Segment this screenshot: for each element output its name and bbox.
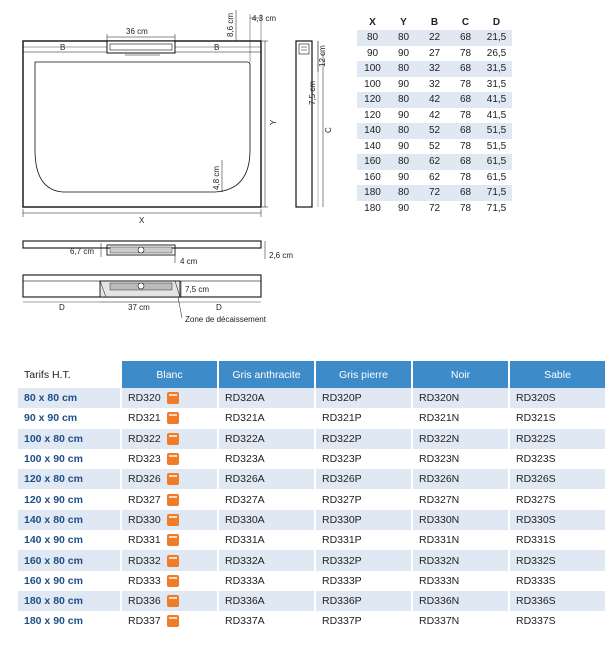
product-ref-cell: RD326N — [411, 469, 508, 489]
dim-cell: 90 — [388, 46, 419, 62]
dim-cell: 100 — [357, 61, 388, 77]
tray-outline — [23, 41, 261, 207]
drain-channel — [107, 41, 175, 53]
dim-row — [357, 77, 512, 93]
label-7-5cm-side: 7,5 cm — [308, 80, 317, 105]
product-ref-cell: RD323A — [217, 449, 314, 469]
product-ref: RD327 — [128, 493, 161, 506]
dim-cell: 71,5 — [481, 201, 512, 217]
product-ref-cell: RD332P — [314, 550, 411, 570]
product-ref: RD326 — [128, 473, 161, 486]
size-label: 160 x 80 cm — [18, 550, 120, 570]
product-ref-cell: RD336N — [411, 591, 508, 611]
product-ref-cell: RD321N — [411, 408, 508, 428]
price-row — [18, 388, 605, 408]
product-ref-cell: RD331A — [217, 530, 314, 550]
label-36cm: 36 cm — [126, 27, 148, 36]
dim-cell: 78 — [450, 170, 481, 186]
product-ref: RD331 — [128, 534, 161, 547]
dim-cell: 31,5 — [481, 77, 512, 93]
product-ref-cell: RD336A — [217, 591, 314, 611]
size-label: 120 x 90 cm — [18, 489, 120, 509]
dim-cell: 78 — [450, 201, 481, 217]
dim-cell: 68 — [450, 123, 481, 139]
price-row — [18, 408, 605, 428]
stock-box-icon — [167, 494, 179, 506]
dim-cell: 27 — [419, 46, 450, 62]
product-ref-cell: RD332N — [411, 550, 508, 570]
label-4cm: 4 cm — [180, 257, 198, 266]
dim-cell: 160 — [357, 170, 388, 186]
size-label: 140 x 90 cm — [18, 530, 120, 550]
product-ref-cell: RD333S — [508, 571, 605, 591]
size-label: 180 x 80 cm — [18, 591, 120, 611]
product-ref-cell: RD330N — [411, 510, 508, 530]
product-ref-cell: RD330S — [508, 510, 605, 530]
product-ref-cell: RD331N — [411, 530, 508, 550]
price-row — [18, 530, 605, 550]
dim-cell: 78 — [450, 77, 481, 93]
size-label: 100 x 80 cm — [18, 429, 120, 449]
dim-row — [357, 46, 512, 62]
dim-cell: 41,5 — [481, 92, 512, 108]
stock-box-icon — [167, 534, 179, 546]
dim-cell: 78 — [450, 46, 481, 62]
product-ref: RD332 — [128, 554, 161, 567]
product-ref-cell: RD336S — [508, 591, 605, 611]
product-ref: RD336 — [128, 595, 161, 608]
dim-cell: 140 — [357, 123, 388, 139]
product-ref: RD322 — [128, 432, 161, 445]
stock-box-icon — [167, 473, 179, 485]
dim-cell: 160 — [357, 154, 388, 170]
product-ref-cell — [120, 510, 217, 530]
dim-cell: 120 — [357, 108, 388, 124]
dim-cell: 51,5 — [481, 123, 512, 139]
label-4-8cm: 4,8 cm — [212, 165, 221, 190]
product-ref-cell: RD320A — [217, 388, 314, 408]
label-4-3cm: 4,3 cm — [252, 14, 277, 23]
col-noir: Noir — [411, 361, 508, 388]
dim-cell: 80 — [357, 30, 388, 46]
size-label: 90 x 90 cm — [18, 408, 120, 428]
dim-header: Y — [400, 16, 407, 28]
product-ref-cell: RD321P — [314, 408, 411, 428]
dim-cell: 62 — [419, 170, 450, 186]
stock-box-icon — [167, 392, 179, 404]
price-corner-label: Tarifs H.T. — [18, 361, 120, 388]
product-ref-cell — [120, 429, 217, 449]
product-ref: RD333 — [128, 574, 161, 587]
dim-row — [357, 139, 512, 155]
label-zone-decaissement: Zone de décaissement — [185, 315, 266, 324]
product-ref-cell: RD327P — [314, 489, 411, 509]
product-ref-cell: RD333P — [314, 571, 411, 591]
dim-cell: 100 — [357, 77, 388, 93]
stock-box-icon — [167, 615, 179, 627]
dim-cell: 90 — [357, 46, 388, 62]
product-ref: RD321 — [128, 412, 161, 425]
dim-row — [357, 108, 512, 124]
dim-cell: 31,5 — [481, 61, 512, 77]
price-row — [18, 489, 605, 509]
dim-cell: 42 — [419, 92, 450, 108]
col-blanc: Blanc — [120, 361, 217, 388]
dim-row — [357, 170, 512, 186]
dim-cell: 68 — [450, 185, 481, 201]
col-gris-pierre: Gris pierre — [314, 361, 411, 388]
product-ref-cell: RD331P — [314, 530, 411, 550]
product-ref-cell — [120, 550, 217, 570]
dim-cell: 80 — [388, 92, 419, 108]
product-ref-cell: RD326S — [508, 469, 605, 489]
size-label: 180 x 90 cm — [18, 611, 120, 631]
size-label: 100 x 90 cm — [18, 449, 120, 469]
product-ref-cell: RD337S — [508, 611, 605, 631]
stock-box-icon — [167, 595, 179, 607]
dim-cell: 61,5 — [481, 154, 512, 170]
dim-cell: 90 — [388, 139, 419, 155]
dim-row — [357, 154, 512, 170]
stock-box-icon — [167, 412, 179, 424]
stock-box-icon — [167, 453, 179, 465]
product-ref: RD330 — [128, 513, 161, 526]
dim-cell: 80 — [388, 30, 419, 46]
product-ref-cell: RD321S — [508, 408, 605, 428]
dim-cell: 68 — [450, 30, 481, 46]
dim-cell: 52 — [419, 123, 450, 139]
price-row — [18, 591, 605, 611]
product-ref-cell: RD327N — [411, 489, 508, 509]
dim-cell: 52 — [419, 139, 450, 155]
dim-row — [357, 123, 512, 139]
dim-row — [357, 201, 512, 217]
dim-row — [357, 185, 512, 201]
size-label: 80 x 80 cm — [18, 388, 120, 408]
label-2-6cm: 2,6 cm — [269, 251, 294, 260]
stock-box-icon — [167, 575, 179, 587]
product-ref-cell: RD322P — [314, 429, 411, 449]
price-row — [18, 429, 605, 449]
dim-row — [357, 61, 512, 77]
label-b-left: B — [60, 43, 66, 52]
label-y: Y — [269, 119, 278, 125]
dim-header: C — [461, 16, 470, 28]
label-8-6cm: 8,6 cm — [226, 12, 235, 37]
stock-box-icon — [167, 555, 179, 567]
dim-cell: 68 — [450, 154, 481, 170]
product-ref-cell — [120, 469, 217, 489]
dim-header: B — [430, 16, 439, 28]
product-ref-cell: RD323P — [314, 449, 411, 469]
product-ref-cell — [120, 449, 217, 469]
product-ref-cell: RD323N — [411, 449, 508, 469]
product-ref-cell — [120, 571, 217, 591]
dim-cell: 78 — [450, 108, 481, 124]
dim-cell: 71,5 — [481, 185, 512, 201]
dim-row — [357, 30, 512, 46]
size-label: 160 x 90 cm — [18, 571, 120, 591]
product-ref-cell: RD320N — [411, 388, 508, 408]
dim-cell: 140 — [357, 139, 388, 155]
dim-cell: 90 — [388, 108, 419, 124]
size-label: 140 x 80 cm — [18, 510, 120, 530]
dim-header: D — [492, 16, 501, 28]
label-b-right: B — [214, 43, 220, 52]
label-7-5cm-bottom: 7,5 cm — [185, 285, 210, 294]
price-row — [18, 510, 605, 530]
product-ref-cell — [120, 591, 217, 611]
col-gris-anthracite: Gris anthracite — [217, 361, 314, 388]
product-ref-cell: RD321A — [217, 408, 314, 428]
label-6-7cm: 6,7 cm — [70, 247, 95, 256]
product-ref-cell: RD333N — [411, 571, 508, 591]
dim-cell: 41,5 — [481, 108, 512, 124]
product-ref: RD323 — [128, 453, 161, 466]
dim-cell: 180 — [357, 185, 388, 201]
dim-cell: 61,5 — [481, 170, 512, 186]
product-ref-cell: RD333A — [217, 571, 314, 591]
product-ref-cell: RD330P — [314, 510, 411, 530]
dim-cell: 51,5 — [481, 139, 512, 155]
product-ref-cell: RD332S — [508, 550, 605, 570]
dim-header: X — [369, 16, 376, 28]
label-x: X — [139, 216, 145, 225]
product-ref: RD320 — [128, 392, 161, 405]
product-ref-cell: RD331S — [508, 530, 605, 550]
price-row — [18, 571, 605, 591]
product-ref: RD337 — [128, 615, 161, 628]
label-d-left: D — [59, 303, 65, 312]
product-ref-cell: RD327A — [217, 489, 314, 509]
dim-cell: 80 — [388, 61, 419, 77]
label-37cm: 37 cm — [128, 303, 150, 312]
stock-box-icon — [167, 433, 179, 445]
dim-cell: 32 — [419, 61, 450, 77]
dim-cell: 32 — [419, 77, 450, 93]
dim-cell: 120 — [357, 92, 388, 108]
dim-cell: 80 — [388, 123, 419, 139]
product-ref-cell: RD322A — [217, 429, 314, 449]
dim-cell: 90 — [388, 170, 419, 186]
product-ref-cell — [120, 388, 217, 408]
product-ref-cell: RD320P — [314, 388, 411, 408]
dim-cell: 42 — [419, 108, 450, 124]
dim-cell: 78 — [450, 139, 481, 155]
product-ref-cell: RD322S — [508, 429, 605, 449]
product-ref-cell: RD326P — [314, 469, 411, 489]
size-label: 120 x 80 cm — [18, 469, 120, 489]
dim-cell: 90 — [388, 77, 419, 93]
product-ref-cell: RD337P — [314, 611, 411, 631]
product-ref-cell — [120, 489, 217, 509]
product-ref-cell — [120, 611, 217, 631]
price-row — [18, 469, 605, 489]
dim-cell: 180 — [357, 201, 388, 217]
product-ref-cell: RD337A — [217, 611, 314, 631]
product-ref-cell: RD336P — [314, 591, 411, 611]
price-row — [18, 550, 605, 570]
product-ref-cell: RD327S — [508, 489, 605, 509]
dim-cell: 72 — [419, 201, 450, 217]
price-row — [18, 611, 605, 631]
product-ref-cell: RD322N — [411, 429, 508, 449]
product-ref-cell: RD332A — [217, 550, 314, 570]
dim-row — [357, 92, 512, 108]
dim-cell: 22 — [419, 30, 450, 46]
technical-drawing — [0, 0, 340, 340]
dim-cell: 80 — [388, 154, 419, 170]
product-ref-cell — [120, 530, 217, 550]
dim-cell: 21,5 — [481, 30, 512, 46]
product-ref-cell: RD330A — [217, 510, 314, 530]
price-table — [18, 361, 605, 632]
dim-cell: 26,5 — [481, 46, 512, 62]
dim-cell: 72 — [419, 185, 450, 201]
dim-cell: 68 — [450, 61, 481, 77]
dim-cell: 68 — [450, 92, 481, 108]
label-c: C — [324, 127, 333, 133]
label-d-right: D — [216, 303, 222, 312]
label-12cm: 12 cm — [318, 45, 327, 67]
dim-cell: 90 — [388, 201, 419, 217]
product-ref-cell: RD337N — [411, 611, 508, 631]
side-view — [296, 41, 312, 207]
product-ref-cell — [120, 408, 217, 428]
product-ref-cell: RD326A — [217, 469, 314, 489]
dim-cell: 80 — [388, 185, 419, 201]
col-sable: Sable — [508, 361, 605, 388]
stock-box-icon — [167, 514, 179, 526]
product-ref-cell: RD320S — [508, 388, 605, 408]
product-ref-cell: RD323S — [508, 449, 605, 469]
dim-cell: 62 — [419, 154, 450, 170]
price-row — [18, 449, 605, 469]
dimension-table — [357, 14, 512, 216]
